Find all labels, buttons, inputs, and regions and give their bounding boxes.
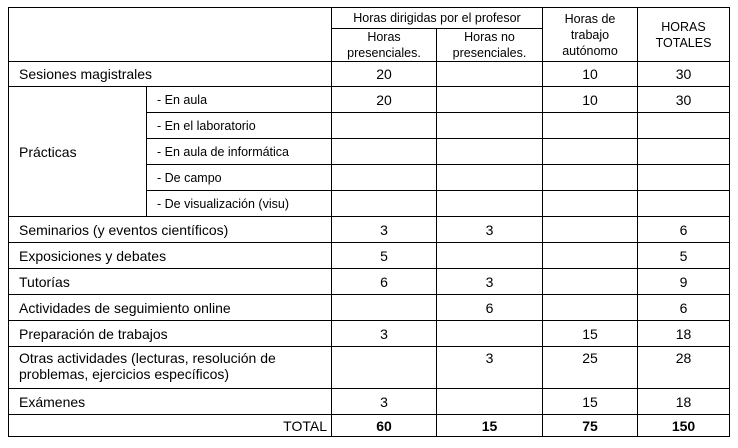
row-label: Exposiciones y debates (9, 243, 332, 269)
cell-no-presenciales: 6 (437, 295, 543, 321)
cell-no-presenciales (437, 389, 543, 415)
table-row-sesiones (9, 62, 730, 87)
cell-presenciales (332, 347, 437, 389)
cell-autonomo (543, 165, 638, 191)
cell-no-presenciales (437, 62, 543, 87)
cell-autonomo: 15 (543, 389, 638, 415)
cell-no-presenciales (437, 113, 543, 139)
sub-row-label: - En aula de informática (147, 139, 332, 165)
cell-no-presenciales (437, 191, 543, 217)
total-label: TOTAL (9, 415, 332, 437)
table-row-seminarios (9, 217, 730, 243)
cell-presenciales: 3 (332, 217, 437, 243)
row-label: Sesiones magistrales (9, 62, 332, 87)
header-presenciales: Horas presenciales. (332, 29, 437, 62)
cell-presenciales (332, 191, 437, 217)
cell-total: 18 (638, 389, 730, 415)
cell-autonomo (543, 295, 638, 321)
cell-presenciales: 6 (332, 269, 437, 295)
row-label: Seminarios (y eventos científicos) (9, 217, 332, 243)
total-no-presenciales: 15 (437, 415, 543, 437)
cell-total: 30 (638, 62, 730, 87)
row-label: Otras actividades (lecturas, resolución de problemas, ejercicios específicos) (9, 347, 332, 389)
cell-total: 9 (638, 269, 730, 295)
cell-no-presenciales (437, 165, 543, 191)
header-group-label: Horas dirigidas por el profesor (332, 8, 543, 29)
cell-no-presenciales: 3 (437, 269, 543, 295)
table-row-otras-actividades (9, 347, 730, 389)
cell-autonomo (543, 269, 638, 295)
header-row-1 (9, 8, 730, 29)
header-autonomo: Horas de trabajo autónomo (543, 8, 638, 62)
cell-no-presenciales (437, 321, 543, 347)
table-row-preparacion-trabajos (9, 321, 730, 347)
cell-presenciales: 5 (332, 243, 437, 269)
row-label: Preparación de trabajos (9, 321, 332, 347)
row-label: Tutorías (9, 269, 332, 295)
cell-total: 5 (638, 243, 730, 269)
header-no-presenciales: Horas no presenciales. (437, 29, 543, 62)
cell-total (638, 191, 730, 217)
cell-total (638, 139, 730, 165)
cell-autonomo: 10 (543, 62, 638, 87)
table-row-exposiciones (9, 243, 730, 269)
cell-presenciales (332, 139, 437, 165)
table-row-tutorias (9, 269, 730, 295)
cell-no-presenciales (437, 243, 543, 269)
header-totales: HORAS TOTALES (638, 8, 730, 62)
cell-autonomo (543, 113, 638, 139)
cell-total (638, 165, 730, 191)
cell-presenciales (332, 165, 437, 191)
cell-autonomo (543, 191, 638, 217)
total-horas: 150 (638, 415, 730, 437)
sub-row-label: - En aula (147, 87, 332, 113)
cell-autonomo: 15 (543, 321, 638, 347)
cell-presenciales: 20 (332, 62, 437, 87)
cell-autonomo (543, 217, 638, 243)
cell-presenciales: 3 (332, 321, 437, 347)
cell-no-presenciales (437, 87, 543, 113)
cell-autonomo: 25 (543, 347, 638, 389)
cell-total: 6 (638, 295, 730, 321)
cell-total: 30 (638, 87, 730, 113)
total-autonomo: 75 (543, 415, 638, 437)
table-row-seguimiento-online (9, 295, 730, 321)
sub-row-label: - De visualización (visu) (147, 191, 332, 217)
total-presenciales: 60 (332, 415, 437, 437)
cell-total (638, 113, 730, 139)
table-row-total (9, 415, 730, 437)
table-row-examenes (9, 389, 730, 415)
sub-row-label: - En el laboratorio (147, 113, 332, 139)
cell-autonomo (543, 139, 638, 165)
cell-total: 6 (638, 217, 730, 243)
row-label: Actividades de seguimiento online (9, 295, 332, 321)
sub-row-label: - De campo (147, 165, 332, 191)
cell-no-presenciales (437, 139, 543, 165)
hours-distribution-table (8, 7, 730, 437)
row-label-practicas: Prácticas (9, 87, 147, 217)
table-row-practicas-aula (9, 87, 730, 113)
cell-autonomo: 10 (543, 87, 638, 113)
cell-total: 18 (638, 321, 730, 347)
cell-presenciales: 20 (332, 87, 437, 113)
cell-presenciales (332, 113, 437, 139)
cell-no-presenciales: 3 (437, 217, 543, 243)
cell-total: 28 (638, 347, 730, 389)
header-blank-cell (9, 8, 332, 62)
cell-no-presenciales: 3 (437, 347, 543, 389)
cell-autonomo (543, 243, 638, 269)
hours-table-container (8, 7, 730, 437)
row-label: Exámenes (9, 389, 332, 415)
cell-presenciales: 3 (332, 389, 437, 415)
cell-presenciales (332, 295, 437, 321)
